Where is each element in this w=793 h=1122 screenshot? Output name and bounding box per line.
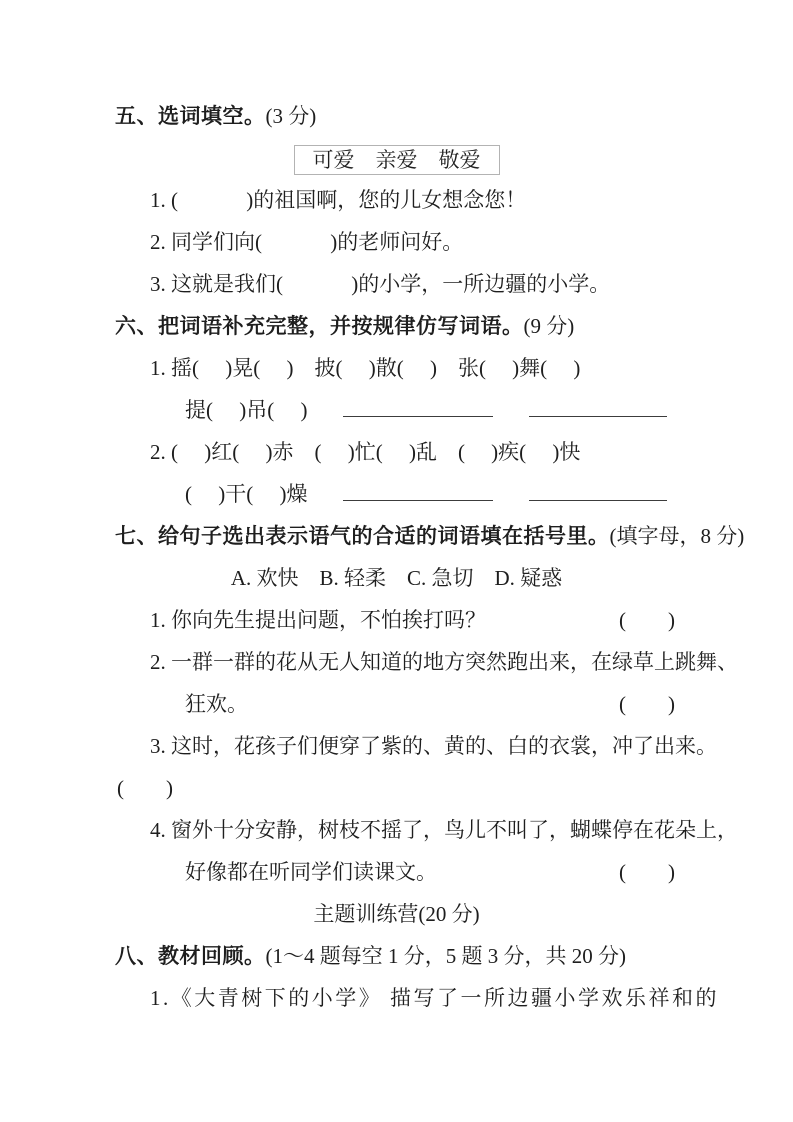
section-six-heading-line — [115, 305, 793, 347]
section-eight — [0, 935, 793, 1019]
fill-item-3: 3. 这就是我们( )的小学，一所边疆的小学。 — [150, 272, 611, 296]
answer-bracket: ( ) — [619, 692, 675, 716]
answer-blank-line — [529, 396, 667, 417]
answer-blank-line — [343, 396, 493, 417]
section-eight-heading: 八、教材回顾。 — [115, 945, 266, 968]
section-five-heading-line — [115, 95, 793, 137]
word-completion-row-2b — [185, 473, 793, 515]
section-eight-heading-line — [115, 935, 793, 977]
tone-item-2-line1: 2. 一群一群的花从无人知道的地方突然跑出来，在绿草上跳舞、 — [150, 650, 738, 674]
tone-options-line: A. 欢快 B. 轻柔 C. 急切 D. 疑惑 — [230, 566, 563, 590]
section-eight-score: (1～4 题每空 1 分，5 题 3 分，共 20 分) — [265, 944, 626, 968]
tone-item-2-line2 — [185, 683, 675, 725]
tone-item-1-text: 1. 你向先生提出问题，不怕挨打吗？ — [150, 608, 486, 632]
section-five-heading: 五、选词填空。 — [115, 105, 266, 128]
word-bank-box — [294, 145, 500, 175]
section-five — [0, 95, 793, 305]
tone-item-2-text2: 狂欢。 — [185, 692, 248, 716]
theme-camp-banner: 主题训练营(20 分) — [313, 902, 480, 926]
section-seven-heading-line — [115, 515, 793, 557]
word-bank-text: 可爱 亲爱 敬爱 — [312, 148, 481, 173]
answer-bracket: ( ) — [619, 608, 675, 632]
tone-item-4-line2 — [185, 851, 675, 893]
word-bank-line — [0, 137, 793, 179]
section-six-heading: 六、把词语补充完整，并按规律仿写词语。 — [115, 315, 524, 338]
answer-blank-line — [343, 480, 493, 501]
answer-bracket: ( ) — [619, 860, 675, 884]
tone-item-4-text2: 好像都在听同学们读课文。 — [185, 860, 437, 884]
tone-item-4-line1: 4. 窗外十分安静，树枝不摇了，鸟儿不叫了，蝴蝶停在花朵上， — [150, 818, 738, 842]
tone-item-3-bracket-line — [117, 767, 793, 809]
word-completion-row-1a: 1. 摇( )晃( ) 披( )散( ) 张( )舞( ) — [150, 356, 581, 380]
section-seven — [0, 515, 793, 893]
section-six — [0, 305, 793, 515]
word-completion-row-2a: 2. ( )红( )赤 ( )忙( )乱 ( )疾( )快 — [150, 440, 581, 464]
tone-item-3-line1: 3. 这时，花孩子们便穿了紫的、黄的、白的衣裳，冲了出来。 — [150, 734, 717, 758]
section-five-score: (3 分) — [265, 104, 317, 128]
answer-blank-line — [529, 480, 667, 501]
word-completion-row-2b-text: ( )干( )燥 — [185, 482, 308, 506]
answer-bracket: ( ) — [117, 776, 173, 800]
section-seven-score: (填字母，8 分) — [609, 524, 745, 548]
section-six-score: (9 分) — [523, 314, 575, 338]
word-completion-row-1b — [185, 389, 793, 431]
tone-item-1 — [150, 599, 675, 641]
word-completion-row-1b-text: 提( )吊( ) — [185, 398, 308, 422]
fill-item-2: 2. 同学们向( )的老师问好。 — [150, 230, 464, 254]
fill-item-1: 1. ( )的祖国啊，您的儿女想念您！ — [150, 188, 527, 212]
section-seven-heading: 七、给句子选出表示语气的合适的词语填在括号里。 — [115, 525, 610, 548]
textbook-review-item-1: 1.《大青树下的小学》 描写了一所边疆小学欢乐祥和的 — [150, 986, 719, 1010]
